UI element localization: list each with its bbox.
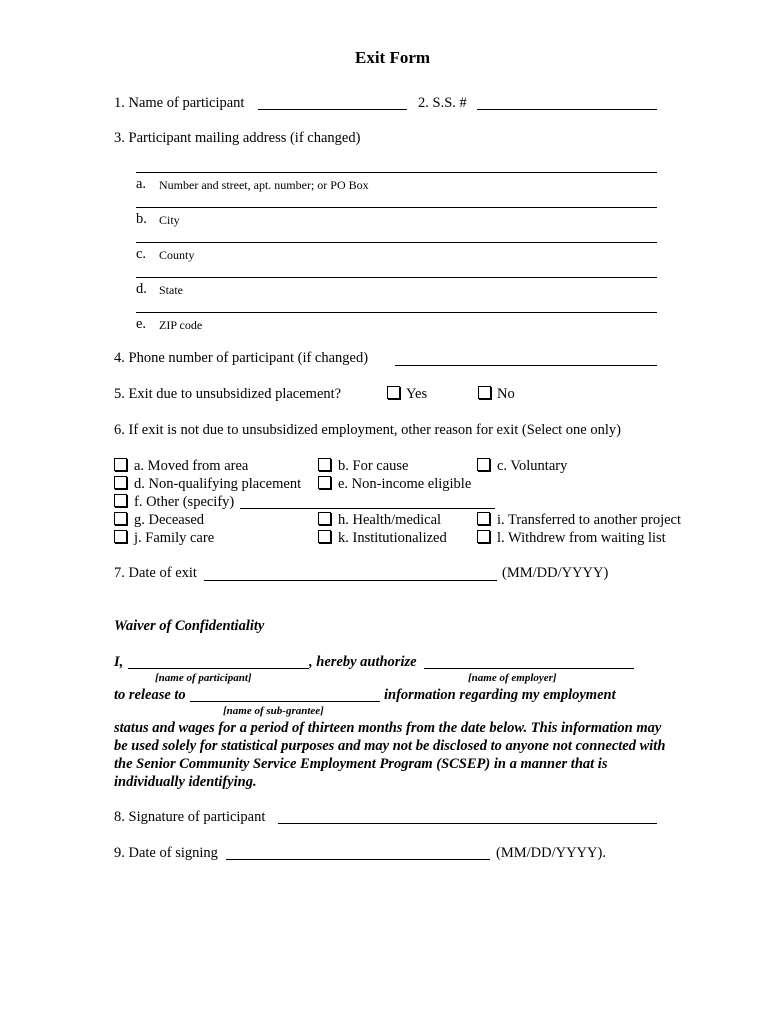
signature-field[interactable]	[278, 823, 657, 824]
other-specify-field[interactable]	[240, 508, 495, 509]
exit-date-format: (MM/DD/YYYY)	[502, 565, 609, 581]
address-city-field[interactable]	[136, 207, 657, 208]
hint-employer: [name of employer]	[468, 672, 557, 684]
signing-date-field[interactable]	[226, 859, 490, 860]
reason-e-checkbox[interactable]	[318, 476, 331, 489]
other-reason-question: 6. If exit is not due to unsubsidized employment, other reason for exit (Select one only)	[114, 422, 621, 438]
reason-a-label: a. Moved from area	[134, 458, 249, 474]
waiver-info: information regarding my employment	[384, 687, 616, 703]
waiver-authorize: , hereby authorize	[309, 654, 417, 670]
reason-h-label: h. Health/medical	[338, 512, 442, 528]
reason-f-checkbox[interactable]	[114, 494, 127, 507]
address-county-field[interactable]	[136, 242, 657, 243]
reason-j-checkbox[interactable]	[114, 530, 127, 543]
waiver-release: to release to	[114, 687, 186, 703]
reason-k-checkbox[interactable]	[318, 530, 331, 543]
address-street-label: Number and street, apt. number; or PO Box	[159, 178, 369, 192]
address-letter-c: c.	[136, 246, 147, 262]
reason-d-checkbox[interactable]	[114, 476, 127, 489]
yes-label: Yes	[406, 386, 428, 402]
reason-a-checkbox[interactable]	[114, 458, 127, 471]
yes-checkbox[interactable]	[387, 386, 400, 399]
participant-name-field[interactable]	[258, 109, 407, 110]
reason-l-label: l. Withdrew from waiting list	[497, 530, 666, 546]
waiver-body: status and wages for a period of thirteen months from the date below. This information may be used solely for statistical purposes and may not be disclosed to anyone not connected with the Senior Community Service Employment Program (SCSEP) in a manner that is individually identifying.	[114, 720, 666, 790]
address-state-field[interactable]	[136, 277, 657, 278]
exit-date-field[interactable]	[204, 580, 497, 581]
signature-label: 8. Signature of participant	[114, 809, 266, 825]
waiver-participant-field[interactable]	[128, 668, 309, 669]
reason-g-label: g. Deceased	[134, 512, 205, 528]
hint-subgrantee: [name of sub-grantee]	[223, 705, 324, 717]
exit-date-label: 7. Date of exit	[114, 565, 197, 581]
reason-l-checkbox[interactable]	[477, 530, 490, 543]
mailing-address-label: 3. Participant mailing address (if changed)	[114, 130, 361, 146]
reason-b-label: b. For cause	[338, 458, 409, 474]
no-checkbox[interactable]	[478, 386, 491, 399]
page-title: Exit Form	[355, 48, 431, 67]
participant-name-label: 1. Name of participant	[114, 95, 245, 111]
reason-j-label: j. Family care	[134, 530, 215, 546]
reason-d-label: d. Non-qualifying placement	[134, 476, 302, 492]
reason-e-label: e. Non-income eligible	[338, 476, 472, 492]
waiver-subgrantee-field[interactable]	[190, 701, 380, 702]
ssn-label: 2. S.S. #	[418, 95, 467, 111]
placement-question: 5. Exit due to unsubsidized placement?	[114, 386, 342, 402]
reason-b-checkbox[interactable]	[318, 458, 331, 471]
address-letter-e: e.	[136, 316, 147, 332]
no-label: No	[497, 386, 515, 402]
phone-label: 4. Phone number of participant (if changed)	[114, 350, 369, 366]
address-city-label: City	[159, 213, 180, 227]
reason-f-label: f. Other (specify)	[134, 494, 235, 510]
address-letter-a: a.	[136, 176, 147, 192]
address-zip-field[interactable]	[136, 312, 657, 313]
signing-date-label: 9. Date of signing	[114, 845, 218, 861]
reason-i-checkbox[interactable]	[477, 512, 490, 525]
reason-h-checkbox[interactable]	[318, 512, 331, 525]
address-state-label: State	[159, 283, 183, 297]
address-street-field[interactable]	[136, 172, 657, 173]
reason-g-checkbox[interactable]	[114, 512, 127, 525]
waiver-i: I,	[114, 654, 124, 670]
reason-c-label: c. Voluntary	[497, 458, 568, 474]
phone-field[interactable]	[395, 365, 657, 366]
waiver-employer-field[interactable]	[424, 668, 634, 669]
address-county-label: County	[159, 248, 195, 262]
reason-c-checkbox[interactable]	[477, 458, 490, 471]
address-zip-label: ZIP code	[159, 318, 203, 332]
address-letter-b: b.	[136, 211, 147, 227]
reason-k-label: k. Institutionalized	[338, 530, 447, 546]
ssn-field[interactable]	[477, 109, 657, 110]
hint-participant: [name of participant]	[155, 672, 252, 684]
reason-i-label: i. Transferred to another project	[497, 512, 682, 528]
signing-date-format: (MM/DD/YYYY).	[496, 845, 606, 861]
address-letter-d: d.	[136, 281, 147, 297]
waiver-title: Waiver of Confidentiality	[114, 618, 265, 634]
